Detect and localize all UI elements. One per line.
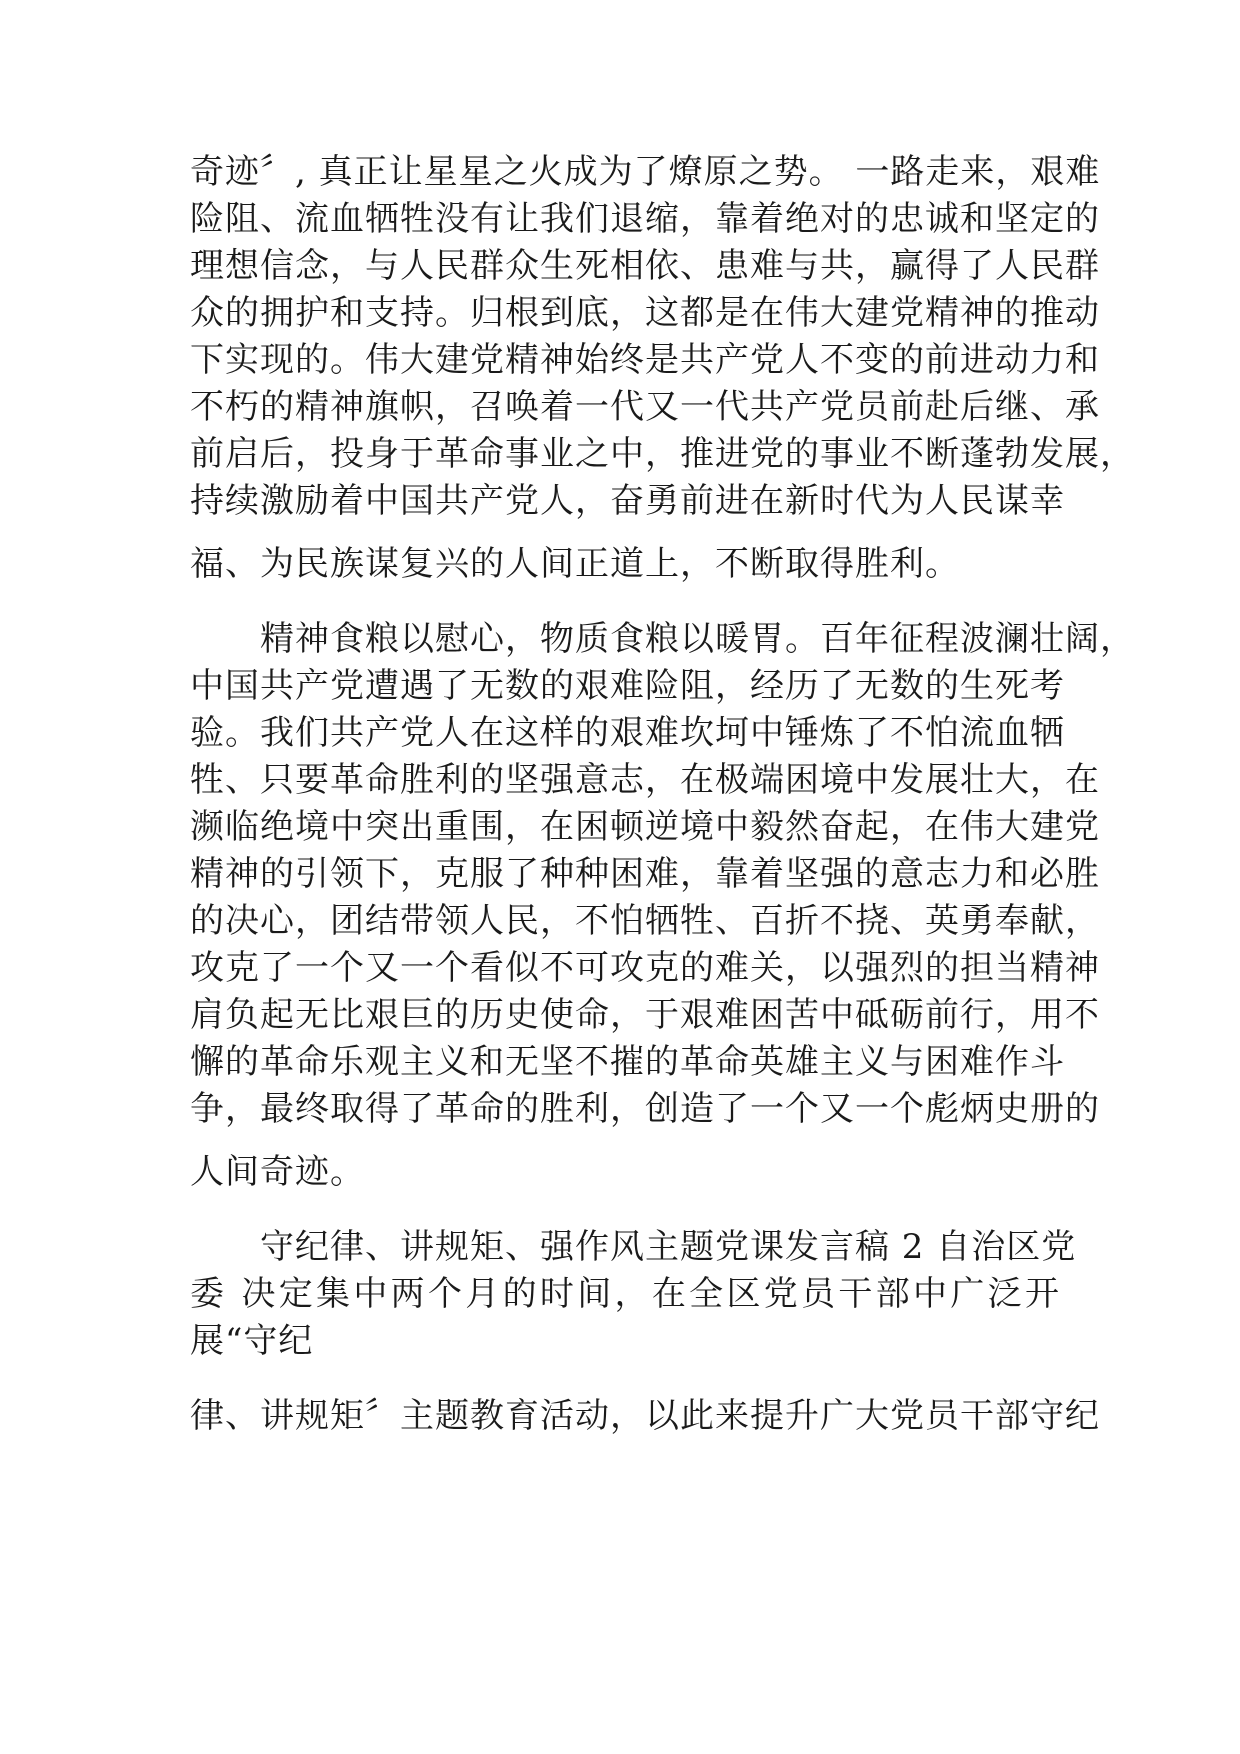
paragraph-2-line-12: 人间奇迹。	[190, 1152, 365, 1192]
paragraph-2-line-3: 验。我们共产党人在这样的艰难坎坷中锤炼了不怕流血牺	[190, 713, 1065, 753]
paragraph-1-line-1: 奇迹〞, 真正让星星之火成为了燎原之势。 一路走来，艰难	[190, 152, 1101, 192]
paragraph-1-line-6: 不朽的精神旗帜，召唤着一代又一代共产党员前赴后继、承	[190, 387, 1100, 427]
paragraph-1-line-3: 理想信念，与人民群众生死相依、患难与共，赢得了人民群	[190, 246, 1100, 286]
paragraph-3-line-4: 律、讲规矩〞主题教育活动，以此来提升广大党员干部守纪	[190, 1396, 1100, 1436]
paragraph-2-line-5: 濒临绝境中突出重围，在困顿逆境中毅然奋起，在伟大建党	[190, 807, 1100, 847]
paragraph-3-line-3: 展“守纪	[190, 1321, 314, 1361]
paragraph-2-line-10: 懈的革命乐观主义和无坚不摧的革命英雄主义与困难作斗	[190, 1042, 1065, 1082]
paragraph-2-line-9: 肩负起无比艰巨的历史使命，于艰难困苦中砥砺前行，用不	[190, 995, 1100, 1035]
paragraph-2-line-1: 精神食粮以慰心，物质食粮以暖胃。百年征程波澜壮阔，	[260, 619, 1135, 659]
paragraph-3-line-1: 守纪律、讲规矩、强作风主题党课发言稿 2 自治区党	[260, 1227, 1077, 1267]
paragraph-2-line-7: 的决心，团结带领人民，不怕牺牲、百折不挠、英勇奉献，	[190, 901, 1100, 941]
paragraph-2-line-8: 攻克了一个又一个看似不可攻克的难关，以强烈的担当精神	[190, 948, 1100, 988]
paragraph-2-line-4: 牲、只要革命胜利的坚强意志，在极端困境中发展壮大，在	[190, 760, 1100, 800]
paragraph-1-line-9: 福、为民族谋复兴的人间正道上，不断取得胜利。	[190, 544, 960, 584]
paragraph-1-line-7: 前启后，投身于革命事业之中，推进党的事业不断蓬勃发展，	[190, 434, 1135, 474]
paragraph-1-line-5: 下实现的。伟大建党精神始终是共产党人不变的前进动力和	[190, 340, 1100, 380]
paragraph-1-line-2: 险阻、流血牺牲没有让我们退缩，靠着绝对的忠诚和坚定的	[190, 199, 1100, 239]
paragraph-1-line-8: 持续激励着中国共产党人，奋勇前进在新时代为人民谋幸	[190, 481, 1065, 521]
paragraph-3-line-2: 委 决定集中两个月的时间，在全区党员干部中广泛开	[190, 1274, 1060, 1314]
paragraph-1-line-4: 众的拥护和支持。归根到底，这都是在伟大建党精神的推动	[190, 293, 1100, 333]
paragraph-2-line-11: 争，最终取得了革命的胜利，创造了一个又一个彪炳史册的	[190, 1089, 1100, 1129]
paragraph-2-line-6: 精神的引领下，克服了种种困难，靠着坚强的意志力和必胜	[190, 854, 1100, 894]
paragraph-2-line-2: 中国共产党遭遇了无数的艰难险阻，经历了无数的生死考	[190, 666, 1065, 706]
